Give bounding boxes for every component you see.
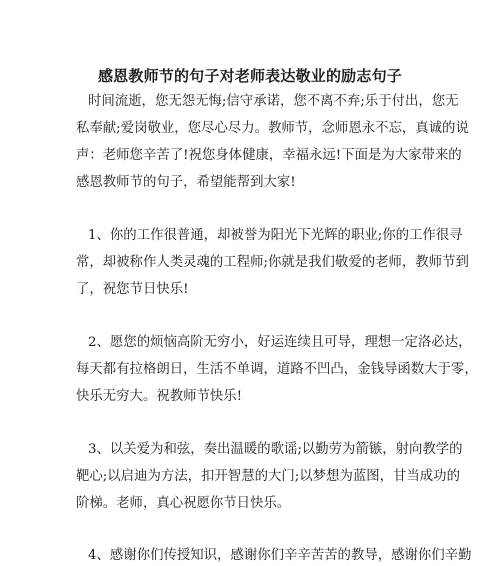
document-title: 感恩教师节的句子对老师表达敬业的励志句子 bbox=[97, 67, 402, 85]
intro-line-4: 感恩教师节的句子，希望能帮到大家! bbox=[76, 175, 296, 190]
paragraph-1-line-2: 常，却被称作人类灵魂的工程师;你就是我们敬爱的老师，教师节到 bbox=[76, 255, 469, 270]
paragraph-2-line-3: 快乐无穷大。祝教师节快乐! bbox=[76, 389, 243, 404]
paragraph-4-line-1: 4、感谢你们传授知识，感谢你们辛辛苦苦的教导，感谢你们辛勤 bbox=[88, 548, 472, 563]
paragraph-1-line-3: 了，祝您节日快乐! bbox=[76, 282, 189, 297]
paragraph-2-line-2: 每天都有拉格朗日，生活不单调，道路不凹凸，金钱导函数大于零， bbox=[76, 362, 478, 377]
paragraph-1-line-1: 1、你的工作很普通，却被誉为阳光下光辉的职业;你的工作很寻 bbox=[88, 228, 463, 243]
paragraph-2-line-1: 2、愿您的烦恼高阶无穷小，好运连续且可导，理想一定洛必达， bbox=[88, 335, 472, 350]
paragraph-3-line-1: 3、以关爱为和弦，奏出温暖的歌谣;以勤劳为箭镞，射向教学的 bbox=[88, 442, 463, 457]
paragraph-3-line-3: 阶梯。老师，真心祝愿你节日快乐。 bbox=[76, 496, 291, 511]
intro-line-3: 声：老师您辛苦了!祝您身体健康，幸福永远!下面是为大家带来的 bbox=[76, 148, 462, 163]
intro-line-1: 时间流逝，您无怨无悔;信守承诺，您不离不弃;乐于付出，您无 bbox=[88, 94, 459, 109]
intro-line-2: 私奉献;爱岗敬业，您尽心尽力。教师节，念师恩永不忘，真诚的说 bbox=[76, 121, 469, 136]
paragraph-3-line-2: 靶心;以启迪为方法，扣开智慧的大门;以梦想为蓝图，甘当成功的 bbox=[76, 469, 460, 484]
